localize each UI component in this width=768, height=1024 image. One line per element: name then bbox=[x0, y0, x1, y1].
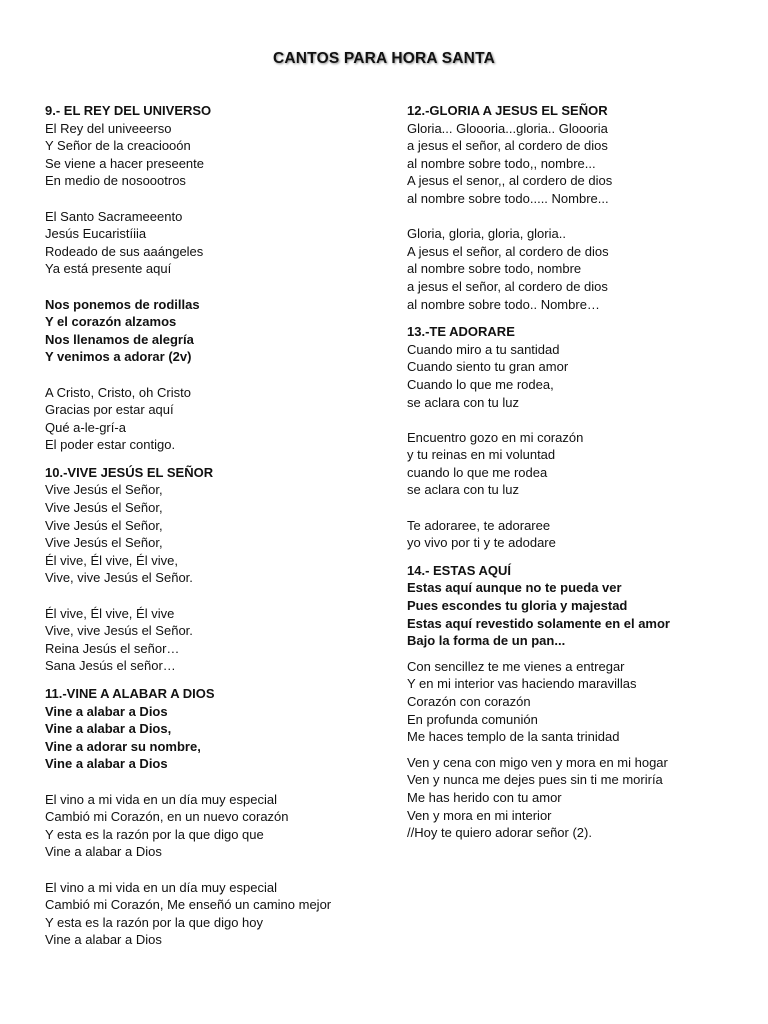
song-title: 12.-GLORIA A JESUS EL SEÑOR bbox=[407, 103, 608, 118]
lyric-line: Vive, vive Jesús el Señor. bbox=[45, 623, 193, 639]
lyric-line: Nos llenamos de alegría bbox=[45, 331, 194, 347]
lyric-line: //Hoy te quiero adorar señor (2). bbox=[407, 825, 592, 841]
song-block bbox=[45, 464, 380, 675]
lyric-line: Vine a alabar a Dios bbox=[45, 703, 168, 719]
lyric-line: El vino a mi vida en un día muy especial bbox=[45, 791, 277, 807]
lyric-line: Gracias por estar aquí bbox=[45, 402, 174, 418]
lyric-line: Vive Jesús el Señor, bbox=[45, 517, 163, 533]
lyric-line: Encuentro gozo en mi corazón bbox=[407, 429, 584, 445]
lyric-line: Se viene a hacer preseente bbox=[45, 155, 204, 171]
lyric-line: al nombre sobre todo,, nombre... bbox=[407, 155, 596, 171]
lyric-line: Y el corazón alzamos bbox=[45, 314, 177, 330]
song-title: 9.- EL REY DEL UNIVERSO bbox=[45, 103, 212, 118]
lyric-line: Nos ponemos de rodillas bbox=[45, 296, 200, 312]
lyric-line: al nombre sobre todo.. Nombre… bbox=[407, 296, 600, 312]
lyric-line: yo vivo por ti y te adodare bbox=[407, 535, 556, 551]
lyric-line: Cuando siento tu gran amor bbox=[407, 359, 569, 375]
lyric-line: Y Señor de la creaciooón bbox=[45, 138, 191, 154]
song-block bbox=[407, 102, 742, 313]
lyric-line: Y esta es la razón por la que digo que bbox=[45, 826, 264, 842]
song-title: 11.-VINE A ALABAR A DIOS bbox=[45, 686, 215, 701]
lyric-line: Qué a-le-grí-a bbox=[45, 419, 126, 435]
lyric-line: al nombre sobre todo..... Nombre... bbox=[407, 190, 609, 206]
lyric-line: A jesus el señor, al cordero de dios bbox=[407, 243, 609, 259]
lyric-line: Él vive, Él vive, Él vive bbox=[45, 605, 175, 621]
stanza bbox=[45, 384, 380, 454]
lyric-line: Estas aquí revestido solamente en el amor bbox=[407, 615, 670, 631]
lyric-line: Reina Jesús el señor… bbox=[45, 640, 180, 656]
stanza bbox=[407, 579, 742, 649]
stanza bbox=[45, 703, 380, 773]
lyric-line: Y esta es la razón por la que digo hoy bbox=[45, 914, 264, 930]
stanza bbox=[407, 341, 742, 411]
stanza bbox=[45, 605, 380, 675]
lyric-line: En profunda comunión bbox=[407, 711, 538, 727]
song-title: 14.- ESTAS AQUÍ bbox=[407, 562, 512, 578]
lyric-line: Sana Jesús el señor… bbox=[45, 658, 176, 674]
lyric-line: Ya está presente aquí bbox=[45, 261, 172, 277]
stanza bbox=[45, 481, 380, 587]
song-block bbox=[45, 102, 380, 454]
lyric-line: cuando lo que me rodea bbox=[407, 464, 548, 480]
lyric-line: Vine a alabar a Dios, bbox=[45, 721, 172, 737]
stanza bbox=[407, 429, 742, 499]
lyric-line: Cuando lo que me rodea, bbox=[407, 376, 554, 392]
stanza bbox=[45, 791, 380, 861]
lyric-line: Vive, vive Jesús el Señor. bbox=[45, 570, 193, 586]
lyric-line: Vive Jesús el Señor, bbox=[45, 482, 163, 498]
lyric-line: Cambió mi Corazón, Me enseñó un camino mejor bbox=[45, 897, 332, 913]
lyric-line: Vine a alabar a Dios bbox=[45, 932, 162, 948]
lyric-line: Vine a alabar a Dios bbox=[45, 844, 162, 860]
lyric-line: Vine a alabar a Dios bbox=[45, 756, 168, 772]
stanza bbox=[407, 120, 742, 208]
lyric-line: Te adoraree, te adoraree bbox=[407, 517, 551, 533]
stanza bbox=[45, 879, 380, 949]
lyric-line: Jesús Eucaristíiia bbox=[45, 226, 147, 242]
lyric-line: Ven y mora en mi interior bbox=[407, 807, 552, 823]
lyric-line: Gloria... Gloooria...gloria.. Gloooria bbox=[407, 120, 608, 136]
song-block bbox=[45, 685, 380, 949]
left-column bbox=[45, 102, 380, 959]
lyric-line: El vino a mi vida en un día muy especial bbox=[45, 879, 277, 895]
lyric-line: Bajo la forma de un pan... bbox=[407, 633, 566, 649]
lyric-line: A Cristo, Cristo, oh Cristo bbox=[45, 384, 191, 400]
lyric-line: El Rey del univeeerso bbox=[45, 120, 172, 136]
lyric-line: Pues escondes tu gloria y majestad bbox=[407, 598, 628, 614]
stanza bbox=[45, 208, 380, 278]
lyric-line: se aclara con tu luz bbox=[407, 394, 520, 410]
song-block bbox=[407, 562, 742, 842]
lyric-line: Corazón con corazón bbox=[407, 694, 531, 709]
lyric-line: Estas aquí aunque no te pueda ver bbox=[407, 580, 622, 596]
lyric-line: Ven y cena con migo ven y mora en mi hogar bbox=[407, 754, 668, 770]
stanza bbox=[407, 517, 742, 552]
lyric-line: se aclara con tu luz bbox=[407, 482, 520, 498]
lyric-line: Vive Jesús el Señor, bbox=[45, 535, 163, 551]
lyric-line: Con sencillez te me vienes a entregar bbox=[407, 658, 625, 674]
lyric-line: Ven y nunca me dejes pues sin ti me moriría bbox=[407, 772, 663, 788]
song-title: 10.-VIVE JESÚS EL SEÑOR bbox=[45, 464, 214, 480]
lyric-line: Me haces templo de la santa trinidad bbox=[407, 729, 620, 745]
lyric-line: Cuando miro a tu santidad bbox=[407, 341, 560, 357]
lyric-line: Y venimos a adorar (2v) bbox=[45, 349, 192, 365]
page-title: CANTOS PARA HORA SANTA bbox=[273, 50, 495, 67]
lyric-line: Vive Jesús el Señor, bbox=[45, 500, 163, 516]
lyric-line: Cambió mi Corazón, en un nuevo corazón bbox=[45, 809, 289, 825]
lyric-line: a jesus el señor, al cordero de dios bbox=[407, 278, 608, 294]
stanza bbox=[45, 296, 380, 366]
lyric-line: Vine a adorar su nombre, bbox=[45, 738, 201, 754]
lyric-line: al nombre sobre todo, nombre bbox=[407, 261, 582, 277]
right-column bbox=[407, 102, 742, 852]
stanza bbox=[45, 120, 380, 190]
song-block bbox=[407, 323, 742, 552]
lyric-line: Y en mi interior vas haciendo maravillas bbox=[407, 676, 637, 692]
lyric-line: Rodeado de sus aaángeles bbox=[45, 243, 204, 259]
lyric-line: A jesus el senor,, al cordero de dios bbox=[407, 173, 613, 189]
lyric-line: El poder estar contigo. bbox=[45, 437, 176, 453]
lyric-line: El Santo Sacrameeento bbox=[45, 208, 183, 224]
lyric-line: En medio de nosoootros bbox=[45, 173, 186, 189]
stanza bbox=[407, 225, 742, 313]
stanza bbox=[407, 658, 742, 746]
lyric-line: Él vive, Él vive, Él vive, bbox=[45, 552, 178, 568]
stanza bbox=[407, 754, 742, 842]
lyric-line: Gloria, gloria, gloria, gloria.. bbox=[407, 226, 566, 242]
lyric-line: y tu reinas en mi voluntad bbox=[407, 447, 556, 463]
lyric-line: a jesus el señor, al cordero de dios bbox=[407, 138, 608, 154]
song-title: 13.-TE ADORARE bbox=[407, 324, 515, 340]
lyric-line: Me has herido con tu amor bbox=[407, 789, 562, 805]
